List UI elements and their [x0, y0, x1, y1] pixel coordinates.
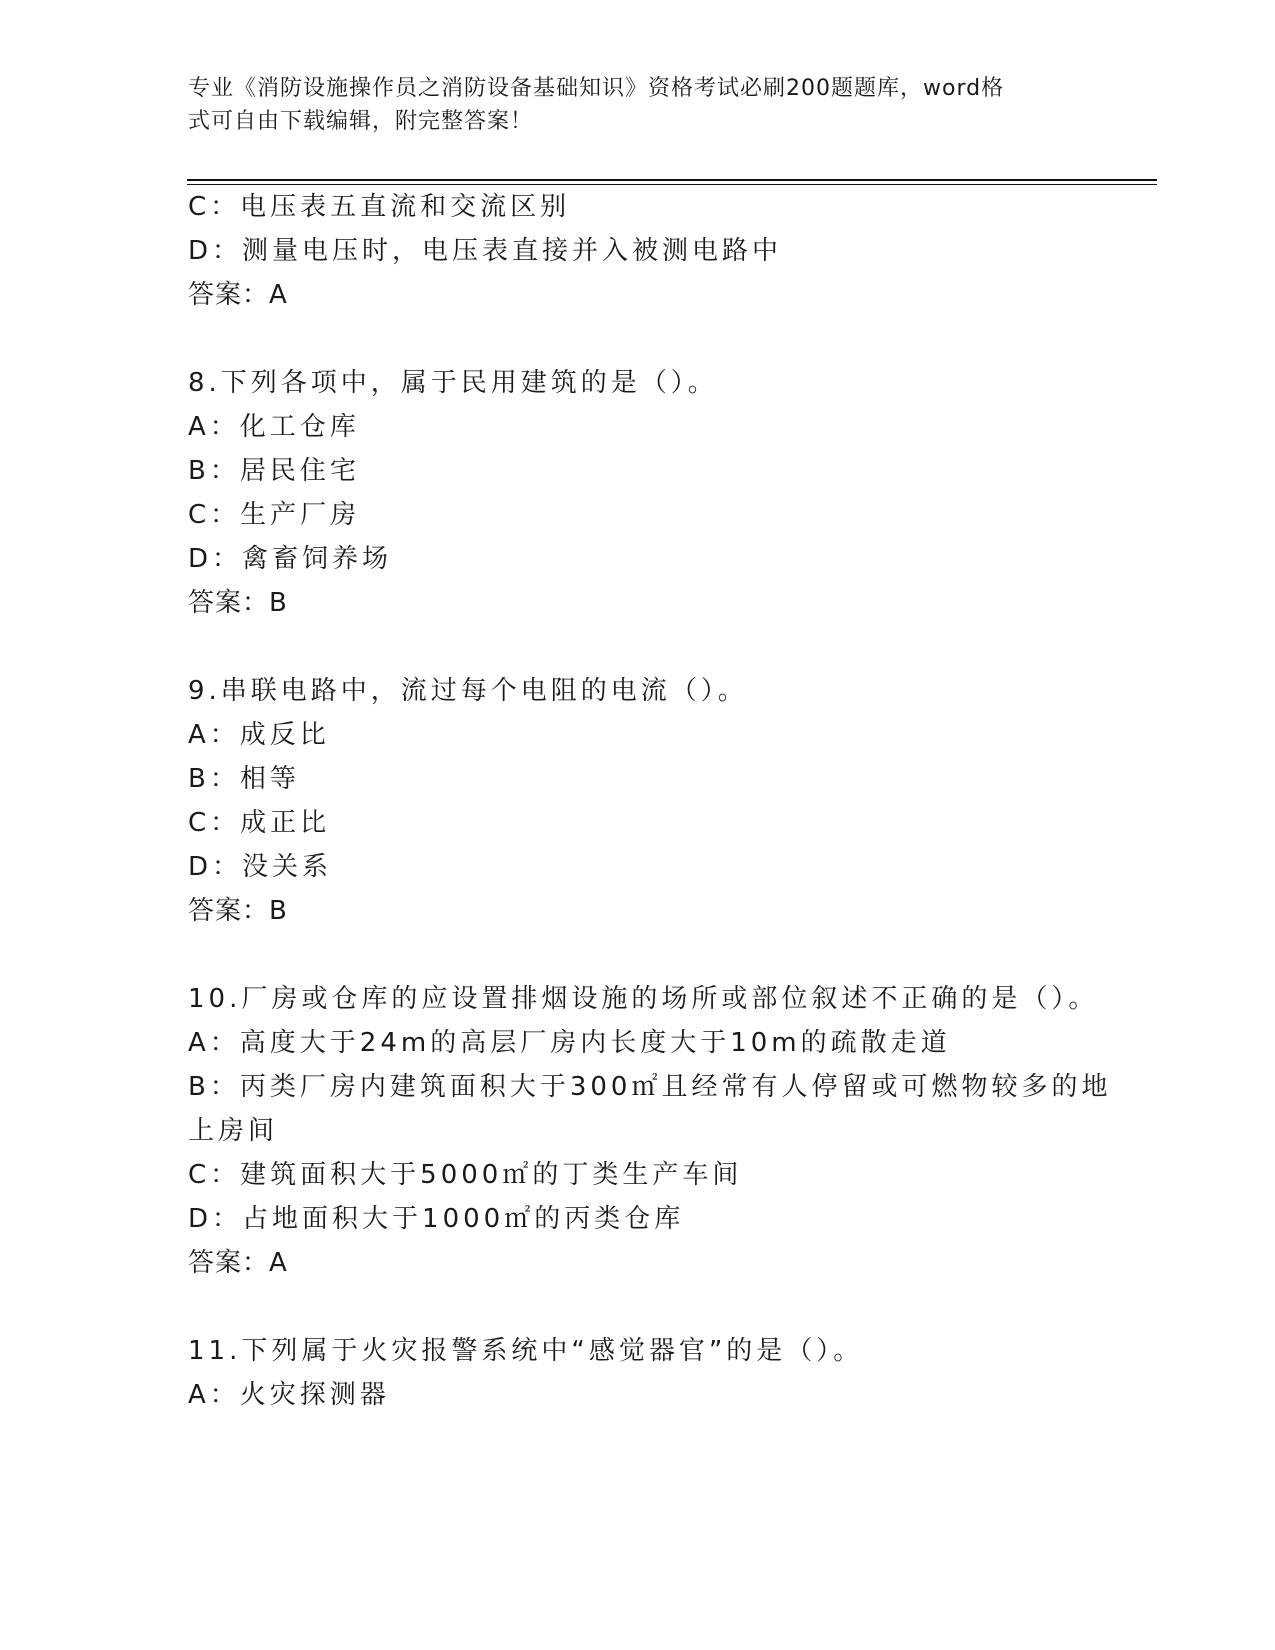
header-title-line-1: 专业《消防设施操作员之消防设备基础知识》资格考试必刷200题题库，word格 — [188, 76, 1005, 101]
q9-question: 9.串联电路中，流过每个电阻的电流（）。 — [188, 676, 748, 706]
q10-question: 10.厂房或仓库的应设置排烟设施的场所或部位叙述不正确的是（）。 — [188, 984, 1099, 1014]
q8-answer: 答案：B — [188, 588, 288, 618]
q9-option-d: D：没关系 — [188, 852, 333, 882]
q8-option-a: A：化工仓库 — [188, 412, 360, 442]
q11-option-a: A：火灾探测器 — [188, 1380, 390, 1410]
q11-question: 11.下列属于火灾报警系统中“感觉器官”的是（）。 — [188, 1336, 864, 1366]
q8-option-b: B：居民住宅 — [188, 456, 360, 486]
q7-option-d: D：测量电压时，电压表直接并入被测电路中 — [188, 236, 783, 266]
q10-option-d: D：占地面积大于1000㎡的丙类仓库 — [188, 1204, 685, 1234]
q10-option-a: A：高度大于24m的高层厂房内长度大于10m的疏散走道 — [188, 1028, 951, 1058]
q10-option-b-line-1: B：丙类厂房内建筑面积大于300㎡且经常有人停留或可燃物较多的地 — [188, 1072, 1112, 1102]
q8-option-d: D：禽畜饲养场 — [188, 544, 393, 574]
q9-option-b: B：相等 — [188, 764, 300, 794]
header-title-line-2: 式可自由下载编辑，附完整答案！ — [188, 109, 534, 134]
q8-question: 8.下列各项中，属于民用建筑的是（）。 — [188, 368, 718, 398]
q10-option-c: C：建筑面积大于5000㎡的丁类生产车间 — [188, 1160, 743, 1190]
q10-answer: 答案：A — [188, 1248, 288, 1278]
document-header — [188, 72, 1078, 138]
q10-option-b-line-2: 上房间 — [188, 1116, 279, 1146]
q9-option-a: A：成反比 — [188, 720, 330, 750]
q7-answer: 答案：A — [188, 280, 288, 310]
header-divider — [187, 179, 1157, 185]
q7-option-c: C：电压表五直流和交流区别 — [188, 192, 571, 222]
q9-answer: 答案：B — [188, 896, 288, 926]
q8-option-c: C：生产厂房 — [188, 500, 361, 530]
q9-option-c: C：成正比 — [188, 808, 331, 838]
